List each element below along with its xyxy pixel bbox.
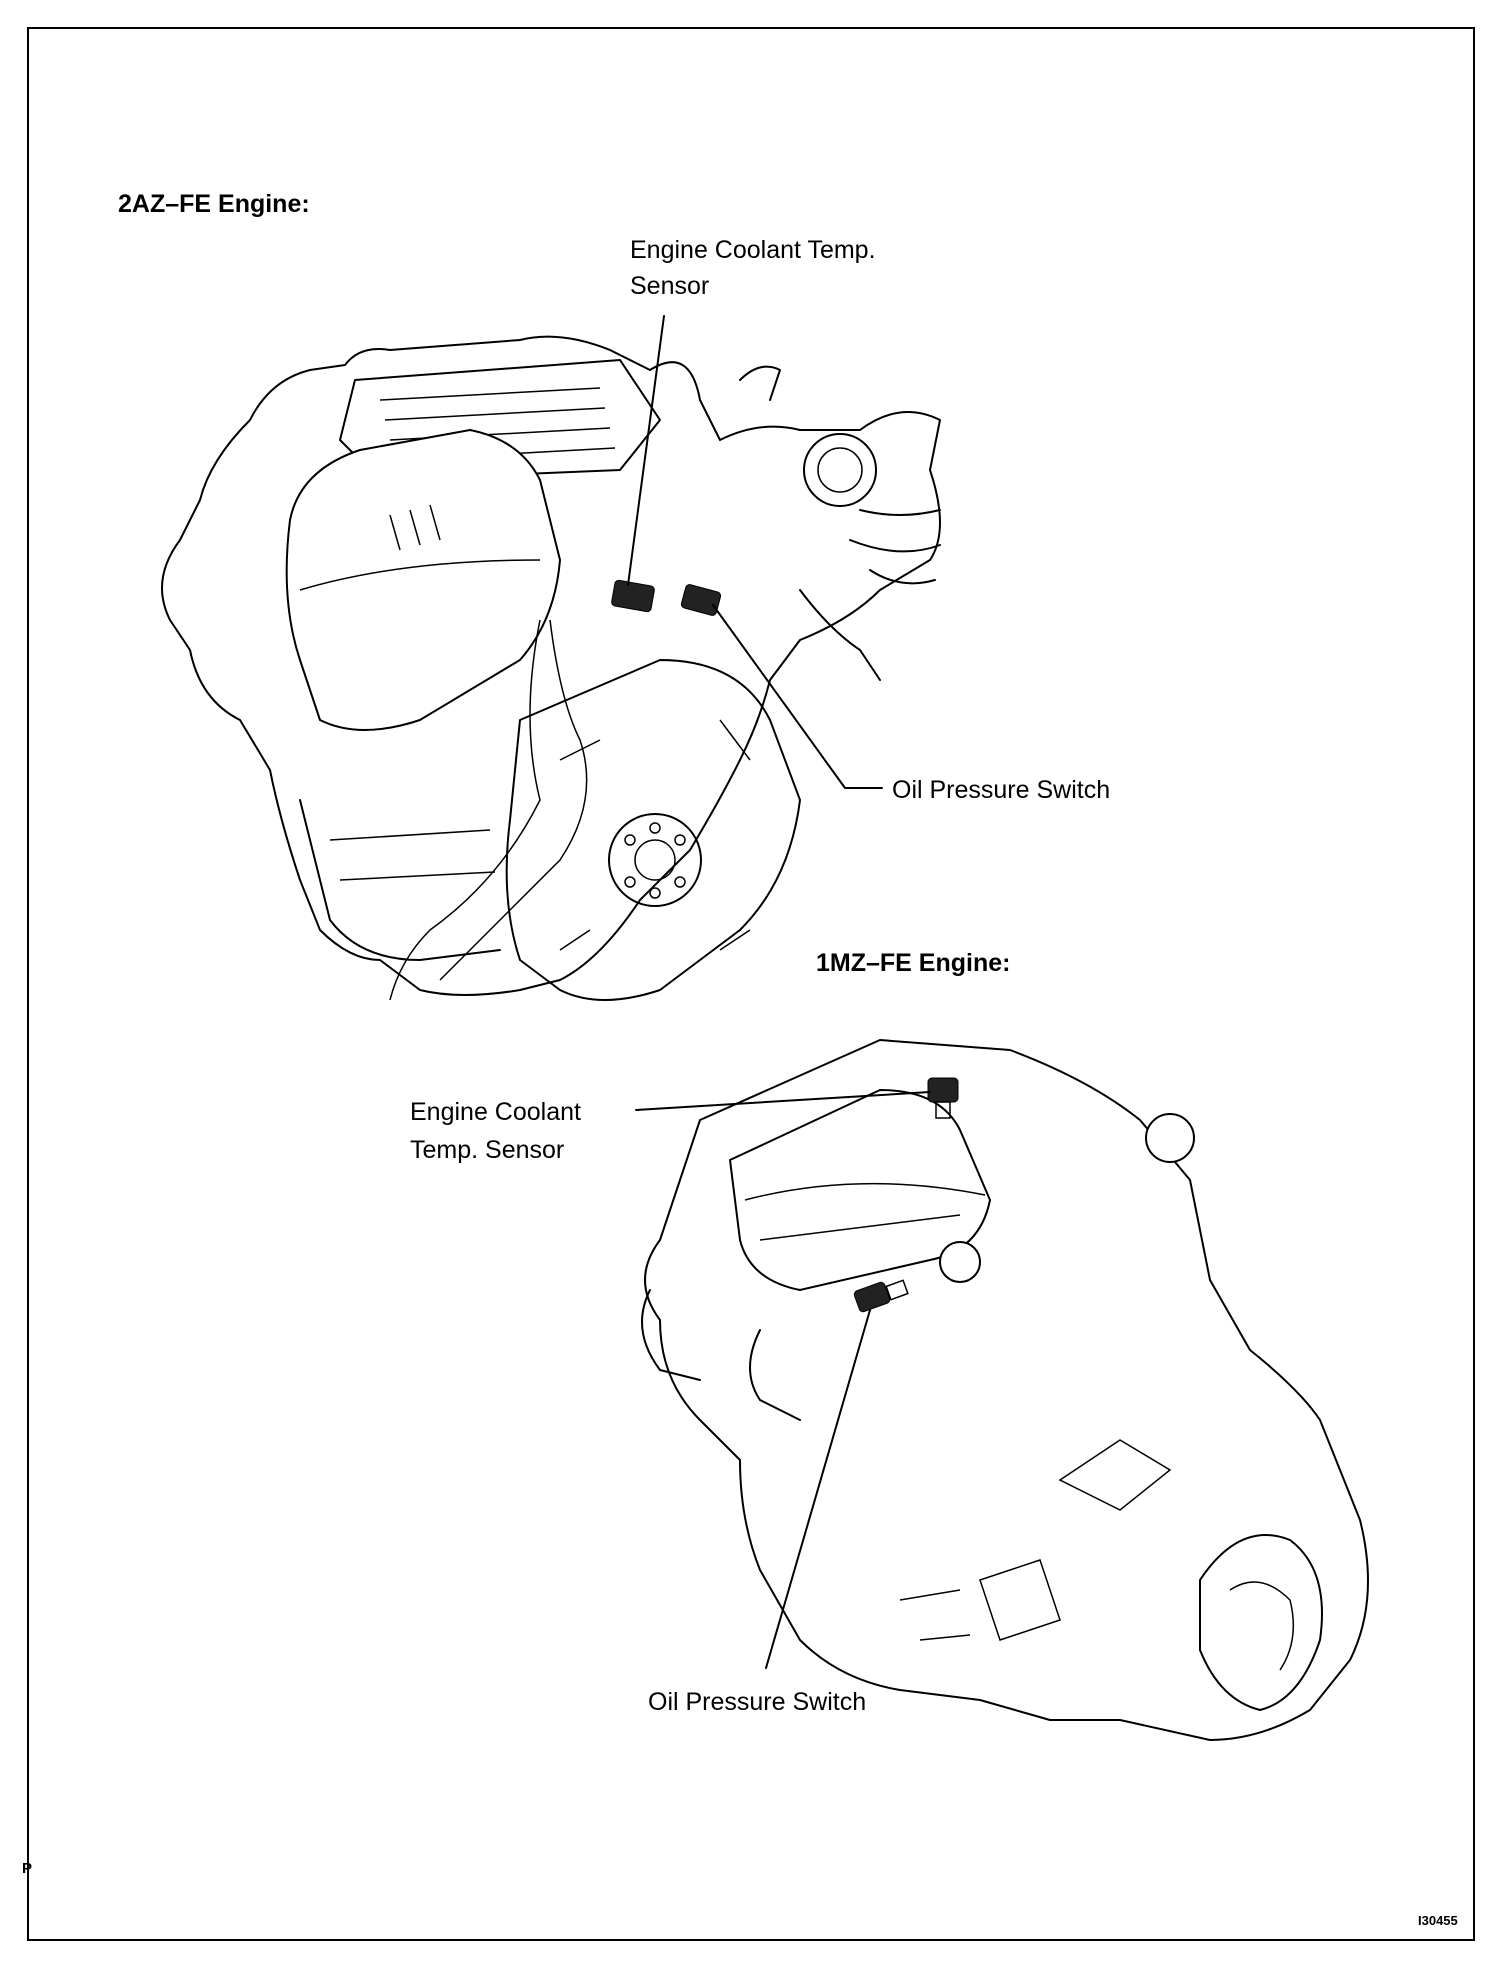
engine-1mz-coolant-label-line1: Engine Coolant xyxy=(410,1098,581,1126)
engine-2az-coolant-label-line1: Engine Coolant Temp. xyxy=(630,236,876,264)
engine-1mz-oil-switch-label: Oil Pressure Switch xyxy=(648,1688,867,1716)
engine-1mz-coolant-label-line2: Temp. Sensor xyxy=(410,1136,565,1164)
engine-2az-oil-switch-label: Oil Pressure Switch xyxy=(892,776,1111,804)
engine-2az-coolant-label-line2: Sensor xyxy=(630,272,710,300)
leader-2az-coolant xyxy=(628,316,664,585)
engine-1mz-title: 1MZ–FE Engine: xyxy=(816,949,1011,977)
leader-1mz-oil xyxy=(766,1310,870,1668)
engine-2az-drawing xyxy=(162,337,940,1000)
engine-2az-title: 2AZ–FE Engine: xyxy=(118,190,310,218)
engine-1mz-drawing xyxy=(642,1040,1368,1740)
figure-id: I30455 xyxy=(1418,1913,1458,1928)
page-marker: P xyxy=(22,1860,33,1877)
leader-2az-oil xyxy=(713,605,882,788)
